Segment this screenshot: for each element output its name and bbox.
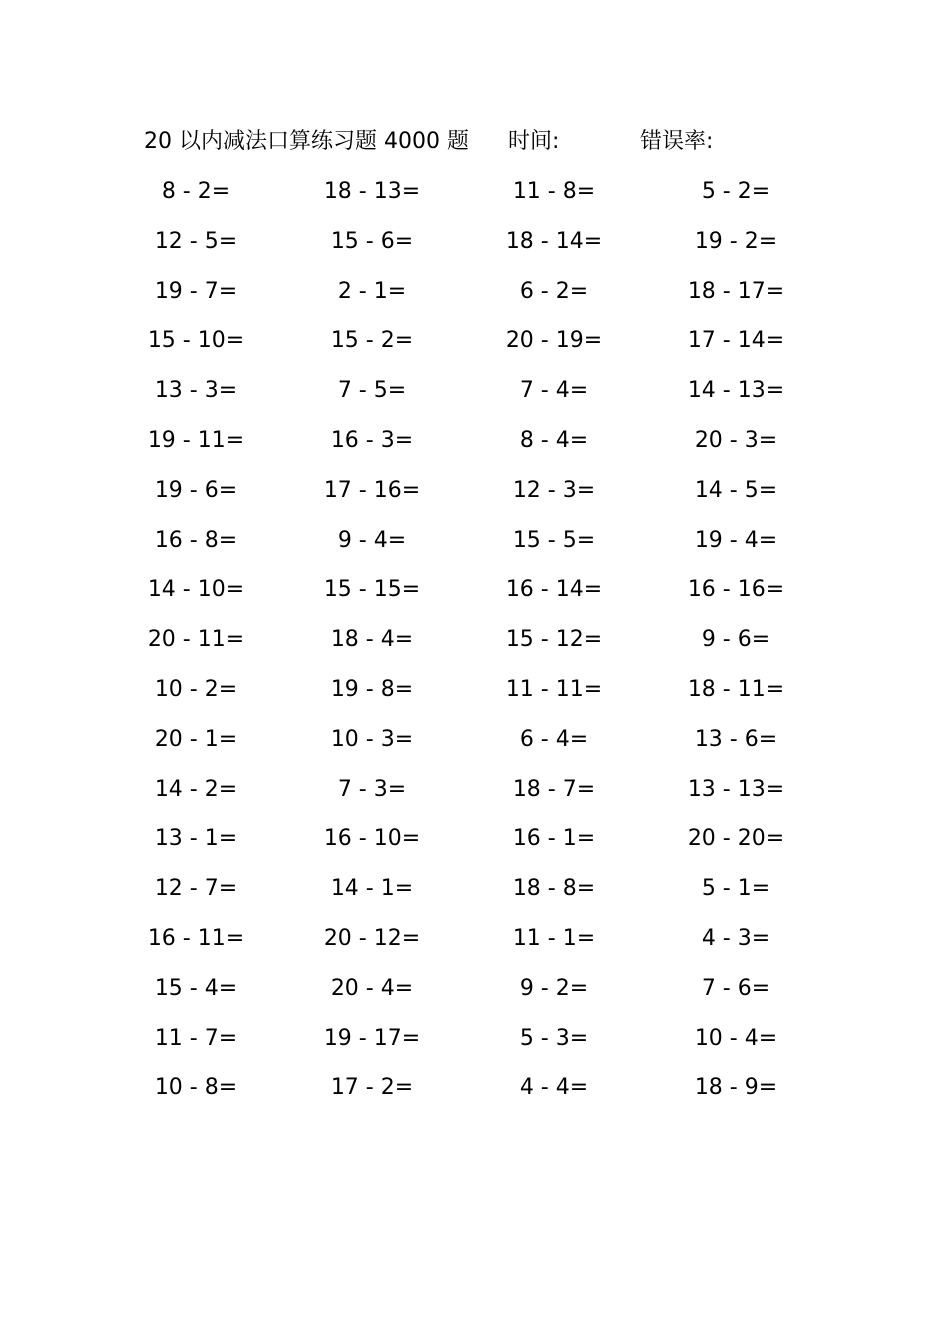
problem-item: 4 - 3= — [701, 925, 771, 951]
problem-item: 15 - 12= — [505, 627, 603, 653]
problem-row — [0, 421, 950, 471]
problem-row — [0, 222, 950, 272]
problem-row — [0, 272, 950, 322]
problem-item: 13 - 3= — [154, 378, 238, 404]
problem-item: 12 - 5= — [154, 228, 238, 254]
problem-item: 15 - 15= — [323, 577, 421, 603]
problem-item: 20 - 3= — [694, 427, 778, 453]
problem-grid — [0, 172, 950, 1118]
problem-item: 16 - 14= — [505, 577, 603, 603]
problem-item: 16 - 1= — [512, 826, 596, 852]
problem-row — [0, 819, 950, 869]
problem-item: 9 - 2= — [519, 975, 589, 1001]
problem-item: 9 - 6= — [701, 627, 771, 653]
problem-item: 20 - 1= — [154, 726, 238, 752]
problem-item: 12 - 3= — [512, 477, 596, 503]
problem-item: 15 - 6= — [330, 228, 414, 254]
problem-row — [0, 172, 950, 222]
problem-row — [0, 1019, 950, 1069]
problem-item: 14 - 1= — [330, 876, 414, 902]
problem-item: 13 - 1= — [154, 826, 238, 852]
problem-item: 18 - 7= — [512, 776, 596, 802]
problem-item: 8 - 4= — [519, 427, 589, 453]
problem-row — [0, 969, 950, 1019]
problem-item: 5 - 2= — [701, 179, 771, 204]
problem-item: 18 - 14= — [505, 228, 603, 254]
problem-item: 20 - 19= — [505, 328, 603, 354]
problem-item: 13 - 13= — [687, 776, 785, 802]
problem-row — [0, 471, 950, 521]
problem-row — [0, 670, 950, 720]
problem-item: 7 - 6= — [701, 975, 771, 1001]
problem-item: 14 - 5= — [694, 477, 778, 503]
problem-row — [0, 720, 950, 770]
problem-item: 13 - 6= — [694, 726, 778, 752]
problem-item: 18 - 17= — [687, 278, 785, 304]
problem-item: 15 - 2= — [330, 328, 414, 354]
problem-item: 15 - 5= — [512, 527, 596, 553]
problem-item: 10 - 3= — [330, 726, 414, 752]
problem-item: 2 - 1= — [337, 278, 407, 304]
problem-item: 18 - 11= — [687, 676, 785, 702]
problem-row — [0, 1068, 950, 1118]
worksheet-header — [0, 124, 950, 160]
problem-item: 16 - 16= — [687, 577, 785, 603]
problem-item: 4 - 4= — [519, 1075, 589, 1101]
problem-item: 19 - 2= — [694, 228, 778, 254]
problem-row — [0, 371, 950, 421]
worksheet-title: 20 以内减法口算练习题 4000 题 — [144, 129, 469, 154]
time-label: 时间: — [508, 129, 560, 154]
problem-item: 20 - 11= — [147, 627, 245, 653]
problem-row — [0, 521, 950, 571]
problem-item: 17 - 14= — [687, 328, 785, 354]
problem-item: 19 - 11= — [147, 427, 245, 453]
problem-item: 14 - 10= — [147, 577, 245, 603]
problem-item: 5 - 1= — [701, 876, 771, 902]
problem-item: 7 - 4= — [519, 378, 589, 404]
problem-item: 16 - 10= — [323, 826, 421, 852]
problem-row — [0, 620, 950, 670]
problem-item: 14 - 2= — [154, 776, 238, 802]
problem-item: 11 - 1= — [512, 925, 596, 951]
problem-item: 15 - 10= — [147, 328, 245, 354]
problem-item: 17 - 16= — [323, 477, 421, 503]
problem-item: 10 - 2= — [154, 676, 238, 702]
problem-item: 20 - 4= — [330, 975, 414, 1001]
problem-item: 16 - 8= — [154, 527, 238, 553]
problem-item: 7 - 5= — [337, 378, 407, 404]
problem-item: 7 - 3= — [337, 776, 407, 802]
problem-item: 20 - 12= — [323, 925, 421, 951]
problem-item: 18 - 8= — [512, 876, 596, 902]
problem-item: 12 - 7= — [154, 876, 238, 902]
problem-item: 6 - 4= — [519, 726, 589, 752]
problem-item: 19 - 17= — [323, 1025, 421, 1051]
problem-item: 19 - 7= — [154, 278, 238, 304]
problem-item: 10 - 8= — [154, 1075, 238, 1101]
problem-item: 17 - 2= — [330, 1075, 414, 1101]
problem-item: 18 - 9= — [694, 1075, 778, 1101]
problem-row — [0, 869, 950, 919]
problem-item: 11 - 8= — [512, 179, 596, 204]
problem-item: 19 - 4= — [694, 527, 778, 553]
problem-row — [0, 919, 950, 969]
problem-item: 6 - 2= — [519, 278, 589, 304]
problem-item: 20 - 20= — [687, 826, 785, 852]
problem-item: 18 - 13= — [323, 179, 421, 204]
problem-item: 15 - 4= — [154, 975, 238, 1001]
problem-item: 5 - 3= — [519, 1025, 589, 1051]
problem-item: 8 - 2= — [161, 179, 231, 204]
problem-item: 19 - 8= — [330, 676, 414, 702]
problem-item: 9 - 4= — [337, 527, 407, 553]
problem-item: 16 - 3= — [330, 427, 414, 453]
problem-item: 19 - 6= — [154, 477, 238, 503]
problem-item: 11 - 7= — [154, 1025, 238, 1051]
problem-row — [0, 570, 950, 620]
problem-item: 16 - 11= — [147, 925, 245, 951]
problem-item: 11 - 11= — [505, 676, 603, 702]
problem-row — [0, 770, 950, 820]
error-rate-label: 错误率: — [640, 129, 714, 154]
problem-item: 10 - 4= — [694, 1025, 778, 1051]
problem-row — [0, 321, 950, 371]
problem-item: 14 - 13= — [687, 378, 785, 404]
problem-item: 18 - 4= — [330, 627, 414, 653]
